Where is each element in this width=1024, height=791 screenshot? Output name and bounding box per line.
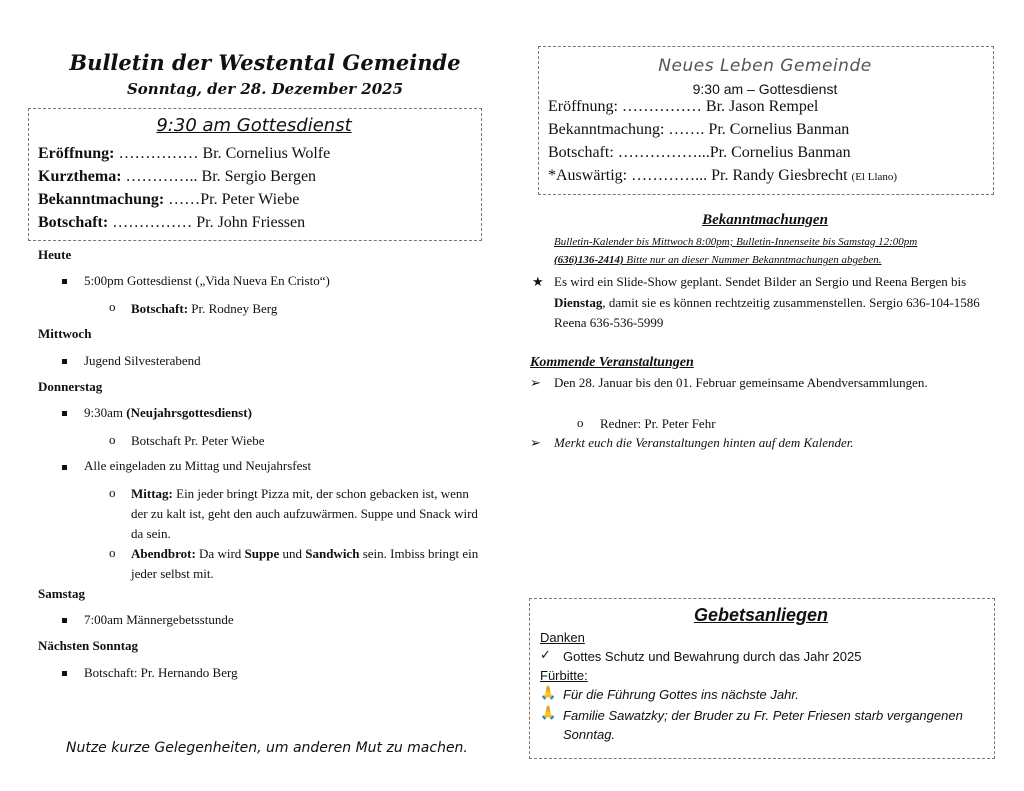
event-subitem: Redner: Pr. Peter Fehr — [600, 416, 716, 431]
day-samstag: Samstag — [38, 586, 85, 601]
service-row-kurzthema: Kurzthema: ………….. Br. Sergio Bergen — [38, 168, 317, 185]
list-item: Alle eingeladen zu Mittag und Neujahrsfest — [84, 458, 312, 473]
list-item: 7:00am Männergebetsstunde — [84, 612, 234, 627]
event-item: Den 28. Januar bis den 01. Februar gemeinsame Abendversammlungen. — [554, 375, 928, 390]
events-heading: Kommende Veranstaltungen — [530, 355, 694, 370]
nl-row-eroeffnung: Eröffnung: …………… Br. Jason Rempel — [548, 98, 819, 115]
bullet-square — [62, 279, 67, 284]
day-heute: Heute — [38, 247, 72, 262]
announcements-heading: Bekanntmachungen — [702, 212, 828, 228]
arrow-bullet-icon: ➢ — [530, 375, 541, 390]
prayer-item: Familie Sawatzky; der Bruder zu Fr. Peter Friesen starb vergangenen Sonntag. — [563, 708, 963, 742]
day-mittwoch: Mittwoch — [38, 326, 92, 341]
service-row-bekanntmachung: Bekanntmachung: ……Pr. Peter Wiebe — [38, 191, 300, 208]
bullet-square — [62, 671, 67, 676]
praying-hands-icon: 🙏 — [540, 706, 557, 721]
service-row-eroeffnung: Eröffnung: …………… Br. Cornelius Wolfe — [38, 145, 331, 162]
prayer-item: Gottes Schutz und Bewahrung durch das Jahr 2025 — [563, 649, 862, 664]
bullet-square — [62, 465, 67, 470]
motto: Nutze kurze Gelegenheiten, um anderen Mut zu machen. — [66, 740, 468, 756]
bullet-circle: o — [109, 485, 116, 500]
bulletin-title: Bulletin der Westental Gemeinde — [69, 50, 461, 75]
prayer-label-danken: Danken — [540, 630, 585, 645]
day-naechsten-sonntag: Nächsten Sonntag — [38, 638, 139, 653]
list-subitem-abendbrot: Abendbrot: Da wird Suppe und Sandwich sein. Imbiss bringt ein jeder selbst mit. — [131, 546, 479, 581]
service-row-botschaft: Botschaft: …………… Pr. John Friessen — [38, 214, 306, 231]
bullet-circle: o — [109, 299, 116, 314]
announcements-note: (636)136-2414) Bitte nur an dieser Nummer Bekanntmachungen abgeben. — [554, 254, 882, 266]
list-item: Botschaft: Pr. Hernando Berg — [84, 665, 238, 680]
arrow-bullet-icon: ➢ — [530, 435, 541, 450]
service-heading: 9:30 am Gottesdienst — [156, 115, 352, 136]
day-donnerstag: Donnerstag — [38, 379, 103, 394]
bullet-square — [62, 618, 67, 623]
list-item: 9:30am (Neujahrsgottesdienst) — [84, 405, 252, 420]
prayer-heading: Gebetsanliegen — [693, 605, 829, 625]
nl-row-bekanntmachung: Bekanntmachung: ……. Pr. Cornelius Banman — [548, 121, 850, 138]
bullet-square — [62, 359, 67, 364]
nl-row-botschaft: Botschaft: ……………...Pr. Cornelius Banman — [548, 144, 851, 161]
bulletin-date: Sonntag, der 28. Dezember 2025 — [126, 80, 404, 98]
announcements-note: Bulletin-Kalender bis Mittwoch 8:00pm; Bulletin-Innenseite bis Samstag 12:00pm — [554, 236, 918, 248]
praying-hands-icon: 🙏 — [540, 686, 557, 701]
list-subitem-mittag: Mittag: Ein jeder bringt Pizza mit, der schon gebacken ist, wenn der zu kalt ist, geht den auch aufzuwärmen. Suppe und Snack wird da sein. — [131, 486, 478, 541]
bullet-square — [62, 411, 67, 416]
announcement-item: Es wird ein Slide-Show geplant. Sendet Bilder an Sergio und Reena Bergen bis Dienstag, damit sie es können rechtzeitig zusammenstellen. Sergio 636-104-1586 Reena 636-536-5999 — [554, 274, 980, 330]
bullet-circle: o — [577, 415, 584, 430]
neues-leben-title: Neues Leben Gemeinde — [658, 56, 872, 76]
bullet-circle: o — [109, 545, 116, 560]
event-item: Merkt euch die Veranstaltungen hinten auf dem Kalender. — [554, 435, 854, 450]
prayer-item: Für die Führung Gottes ins nächste Jahr. — [563, 687, 799, 702]
list-item: Jugend Silvesterabend — [84, 353, 201, 368]
bullet-circle: o — [109, 432, 116, 447]
prayer-label-fuerbitte: Fürbitte: — [540, 668, 588, 683]
list-subitem: Botschaft: Pr. Rodney Berg — [131, 301, 278, 316]
nl-row-auswaertig: *Auswärtig: …………... Pr. Randy Giesbrecht (El Llano) — [548, 167, 898, 184]
list-item: 5:00pm Gottesdienst („Vida Nueva En Cristo“) — [84, 273, 330, 288]
check-icon: ✓ — [540, 648, 551, 663]
star-bullet-icon: ★ — [532, 274, 544, 289]
neues-leben-time: 9:30 am – Gottesdienst — [692, 81, 838, 97]
list-subitem: Botschaft Pr. Peter Wiebe — [131, 433, 265, 448]
